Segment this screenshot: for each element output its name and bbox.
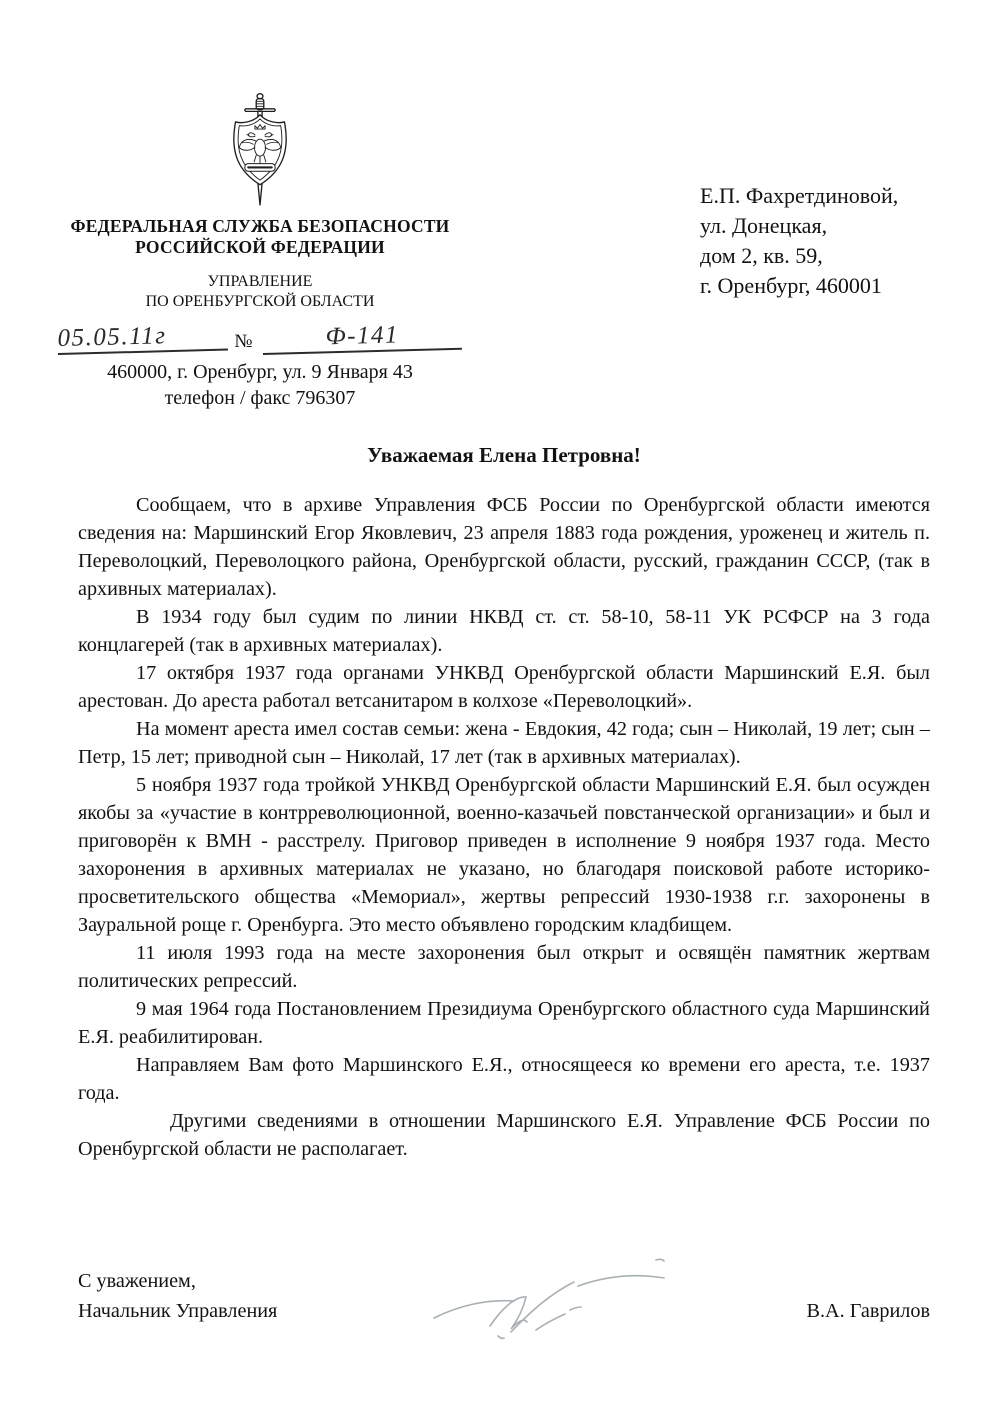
handwritten-date: 05.05.11г xyxy=(57,320,228,354)
handwritten-number: Ф-141 xyxy=(262,319,462,354)
recipient-name: Е.П. Фахретдиновой, xyxy=(700,183,899,208)
closing-block xyxy=(78,1266,930,1326)
paragraph: Сообщаем, что в архиве Управления ФСБ России по Оренбургской области имеются сведения на: Маршинский Егор Яковлевич, 23 апреля 1883 года рождения, уроженец и житель п. Переволоцкий, Переволоцкого района, Оренбургской области, русский, гражданин СССР, (так в архивных материалах). xyxy=(78,494,930,600)
paragraph: В 1934 году был судим по линии НКВД ст. ст. 58-10, 58-11 УК РСФСР на 3 года концлагерей (так в архивных материалах). xyxy=(78,606,930,656)
recipient-street: ул. Донецкая, xyxy=(700,213,828,238)
paragraph: На момент ареста имел состав семьи: жена - Евдокия, 42 года; сын – Николай, 19 лет; сын – Петр, 15 лет; приводной сын – Николай, 17 лет (так в архивных материалах). xyxy=(78,718,930,768)
division-line1: УПРАВЛЕНИЕ xyxy=(207,272,313,290)
letterhead xyxy=(58,92,462,411)
paragraph: Другими сведениями в отношении Маршинского Е.Я. Управление ФСБ России по Оренбургской области не располагает. xyxy=(78,1110,930,1160)
recipient-block xyxy=(700,181,970,301)
paragraph: 17 октября 1937 года органами УНКВД Оренбургской области Маршинский Е.Я. был арестован. До ареста работал ветсанитаром в колхозе «Переволоцкий». xyxy=(78,662,930,712)
recipient-house: дом 2, кв. 59, xyxy=(700,243,823,268)
closing-position: Начальник Управления xyxy=(78,1300,278,1322)
sender-phone: телефон / факс 796307 xyxy=(164,386,356,409)
paragraph: 5 ноября 1937 года тройкой УНКВД Оренбургской области Маршинский Е.Я. был осужден якобы за «участие в контрреволюционной, военно-казачьей повстанческой организации» и был и приговорён к ВМН - расстрелу. Приговор приведен в исполнение 9 ноября 1937 года. Место захоронения в архивных материалах не указано, но благодаря поисковой работе историко-просветительского общества «Мемориал», жертвы репрессий 1930-1938 г.г. захоронены в Зауральной роще г. Оренбурга. Это место объявлено городским кладбищем. xyxy=(78,774,930,936)
salutation: Уважаемая Елена Петровна! xyxy=(367,443,641,467)
division-line2: ПО ОРЕНБУРГСКОЙ ОБЛАСТИ xyxy=(145,292,375,310)
paragraph: Направляем Вам фото Маршинского Е.Я., относящееся ко времени его ареста, т.е. 1937 года. xyxy=(78,1054,930,1104)
org-name-line2: РОССИЙСКОЙ ФЕДЕРАЦИИ xyxy=(135,237,385,258)
letter-body xyxy=(78,491,930,1163)
reference-line xyxy=(58,321,462,355)
paragraph: 9 мая 1964 года Постановлением Президиума Оренбургского областного суда Маршинский Е.Я. реабилитирован. xyxy=(78,998,930,1048)
sender-address: 460000, г. Оренбург, ул. 9 Января 43 xyxy=(107,360,413,383)
paragraph: 11 июля 1993 года на месте захоронения был открыт и освящён памятник жертвам политических репрессий. xyxy=(78,942,930,992)
number-sign: № xyxy=(234,330,253,352)
closing-signer: В.А. Гаврилов xyxy=(806,1300,930,1322)
fsb-crest-emblem-icon xyxy=(58,92,462,210)
org-name-line1: ФЕДЕРАЛЬНАЯ СЛУЖБА БЕЗОПАСНОСТИ xyxy=(70,216,450,236)
closing-regards: С уважением, xyxy=(78,1270,196,1292)
recipient-city: г. Оренбург, 460001 xyxy=(700,273,882,298)
